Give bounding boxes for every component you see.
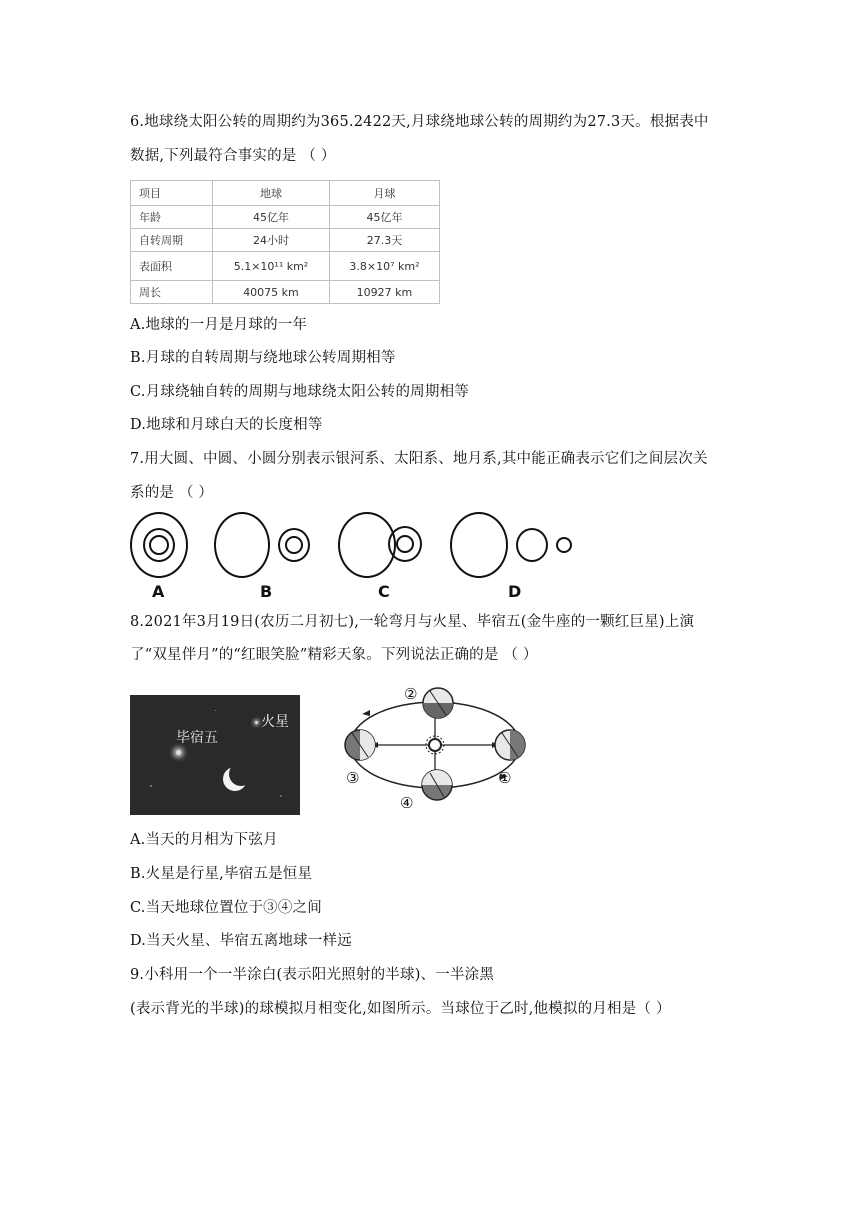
sun-icon	[429, 739, 441, 751]
table-cell: 自转周期	[131, 229, 213, 252]
earth-orbit-diagram	[330, 683, 530, 808]
q6-option-b: B.月球的自转周期与绕地球公转周期相等	[130, 350, 396, 366]
label-4: ④	[400, 794, 414, 808]
q6-option-a: A.地球的一月是月球的一年	[130, 317, 308, 333]
label-1: ①	[498, 769, 512, 787]
table-cell: 3.8×10⁷ km²	[329, 252, 439, 281]
option-c-small-circle	[396, 535, 414, 553]
table-header-cell: 地球	[213, 181, 330, 206]
option-d-small-circle	[556, 537, 572, 553]
q8-stem-line2: 了“双星伴月”的“红眼笑脸”精彩天象。下列说法正确的是 （ ）	[130, 647, 538, 663]
q7-stem-line2: 系的是 （ ）	[130, 485, 214, 501]
option-a-label: A	[152, 582, 165, 601]
q6-option-d: D.地球和月球白天的长度相等	[130, 417, 323, 433]
q8-stem-line1: 8.2021年3月19日(农历二月初七),一轮弯月与火星、毕宿五(金牛座的一颗红巨星)上演	[130, 614, 695, 630]
table-header-cell: 月球	[329, 181, 439, 206]
earth-position-2	[423, 688, 453, 718]
q7-circle-options-figure	[128, 508, 578, 604]
background-star	[150, 785, 152, 787]
crescent-moon	[229, 762, 253, 786]
option-b-small-circle	[285, 536, 303, 554]
table-cell: 24小时	[213, 229, 330, 252]
table-row	[131, 229, 440, 252]
earth-position-1	[495, 730, 525, 760]
table-cell: 10927 km	[329, 281, 439, 304]
table-cell: 5.1×10¹¹ km²	[213, 252, 330, 281]
earth-position-3	[345, 730, 375, 760]
orbit-arrow-icon	[362, 710, 370, 716]
label-2: ②	[404, 685, 418, 703]
aldebaran-label: 毕宿五	[176, 730, 218, 746]
mars-label: 火星	[261, 714, 289, 730]
table-cell: 27.3天	[329, 229, 439, 252]
q6-data-table	[130, 180, 440, 304]
option-d-large-circle	[450, 512, 508, 578]
table-cell: 40075 km	[213, 281, 330, 304]
background-star	[215, 710, 216, 711]
earth-position-4	[422, 770, 452, 800]
q9-stem-line2: (表示背光的半球)的球模拟月相变化,如图所示。当球位于乙时,他模拟的月相是（ ）	[130, 1001, 671, 1017]
q8-option-c: C.当天地球位置位于③④之间	[130, 900, 322, 916]
background-star	[280, 795, 282, 797]
q8-option-a: A.当天的月相为下弦月	[130, 832, 278, 848]
option-d-label: D	[508, 582, 522, 601]
q7-stem-line1: 7.用大圆、中圆、小圆分别表示银河系、太阳系、地月系,其中能正确表示它们之间层次关	[130, 451, 708, 467]
table-cell: 年龄	[131, 206, 213, 229]
q6-option-c: C.月球绕轴自转的周期与地球绕太阳公转的周期相等	[130, 384, 469, 400]
table-cell: 45亿年	[329, 206, 439, 229]
label-3: ③	[346, 769, 360, 787]
table-header-cell: 项目	[131, 181, 213, 206]
option-b-large-circle	[214, 512, 270, 578]
table-cell: 周长	[131, 281, 213, 304]
option-a-small-circle	[149, 535, 169, 555]
table-cell: 45亿年	[213, 206, 330, 229]
aldebaran-star	[176, 750, 181, 755]
mars-star	[255, 721, 258, 724]
option-d-medium-circle	[516, 528, 548, 562]
option-b-label: B	[260, 582, 273, 601]
night-sky-photo	[130, 695, 300, 815]
q8-option-b: B.火星是行星,毕宿五是恒星	[130, 866, 313, 882]
table-row	[131, 206, 440, 229]
table-row	[131, 252, 440, 281]
q6-stem-line1: 6.地球绕太阳公转的周期约为365.2422天,月球绕地球公转的周期约为27.3天。根据表中	[130, 114, 709, 130]
option-c-label: C	[378, 582, 390, 601]
q6-stem-line2: 数据,下列最符合事实的是 （ ）	[130, 148, 336, 164]
table-header-row	[131, 181, 440, 206]
table-row	[131, 281, 440, 304]
table-cell: 表面积	[131, 252, 213, 281]
q9-stem-line1: 9.小科用一个一半涂白(表示阳光照射的半球)、一半涂黑	[130, 967, 495, 983]
q8-option-d: D.当天火星、毕宿五离地球一样远	[130, 933, 352, 949]
